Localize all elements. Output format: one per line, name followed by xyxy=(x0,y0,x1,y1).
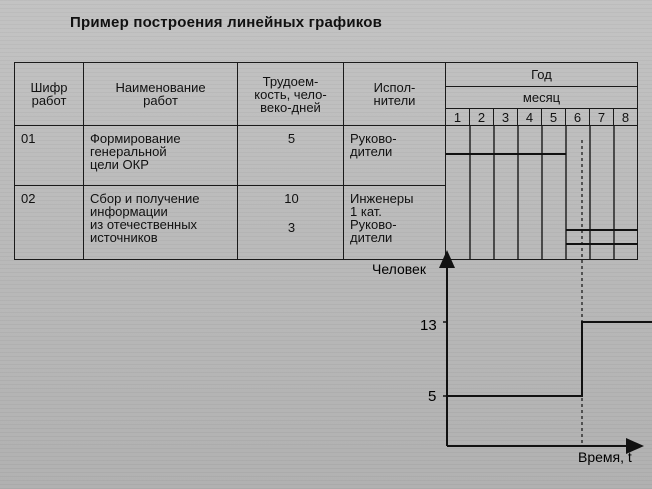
row-02-labor xyxy=(238,186,344,260)
row-01-executors-text: Руково- дители xyxy=(350,131,397,159)
header-code-text: Шифр работ xyxy=(30,80,68,108)
table-row xyxy=(15,126,638,186)
month-8: 8 xyxy=(614,109,638,126)
header-executors-text: Испол- нители xyxy=(373,80,416,108)
gantt-svg xyxy=(446,126,638,260)
row-02-labor-value-1: 10 xyxy=(284,191,299,206)
row-01-labor xyxy=(238,126,344,186)
row-01-executors xyxy=(344,126,446,186)
row-01-name xyxy=(84,126,238,186)
row-02-executors xyxy=(344,186,446,260)
row-01-labor-value: 5 xyxy=(287,131,296,146)
header-labor-text: Трудоем- кость, чело- веко-дней xyxy=(254,73,327,115)
row-02-name-text: Сбор и получение информации из отечественных источников xyxy=(90,191,200,245)
header-name-text: Наименование работ xyxy=(115,80,206,108)
y-axis-label: Человек xyxy=(372,261,426,277)
header-executors xyxy=(344,63,446,126)
month-2: 2 xyxy=(470,109,494,126)
y-tick-label-13: 13 xyxy=(420,317,437,334)
header-name xyxy=(84,63,238,126)
page-title: Пример построения линейных графиков xyxy=(70,14,383,31)
month-6: 6 xyxy=(566,109,590,126)
row-02-code: 02 xyxy=(15,186,84,260)
row-02-labor-value-2: 3 xyxy=(287,220,296,235)
y-tick-label-5: 5 xyxy=(428,388,437,405)
work-schedule-table xyxy=(14,62,638,260)
header-code xyxy=(15,63,84,126)
row-02-executors-text: Инженеры 1 кат. Руково- дители xyxy=(350,191,414,245)
row-02-name xyxy=(84,186,238,260)
month-3: 3 xyxy=(494,109,518,126)
month-4: 4 xyxy=(518,109,542,126)
month-1: 1 xyxy=(446,109,470,126)
header-year: Год xyxy=(446,63,638,87)
x-axis-label: Время, t xyxy=(578,449,632,465)
header-labor xyxy=(238,63,344,126)
header-month: месяц xyxy=(446,87,638,109)
month-5: 5 xyxy=(542,109,566,126)
row-01-name-text: Формирование генеральной цели ОКР xyxy=(90,131,181,172)
month-7: 7 xyxy=(590,109,614,126)
gantt-area xyxy=(446,126,638,260)
row-01-code: 01 xyxy=(15,126,84,186)
